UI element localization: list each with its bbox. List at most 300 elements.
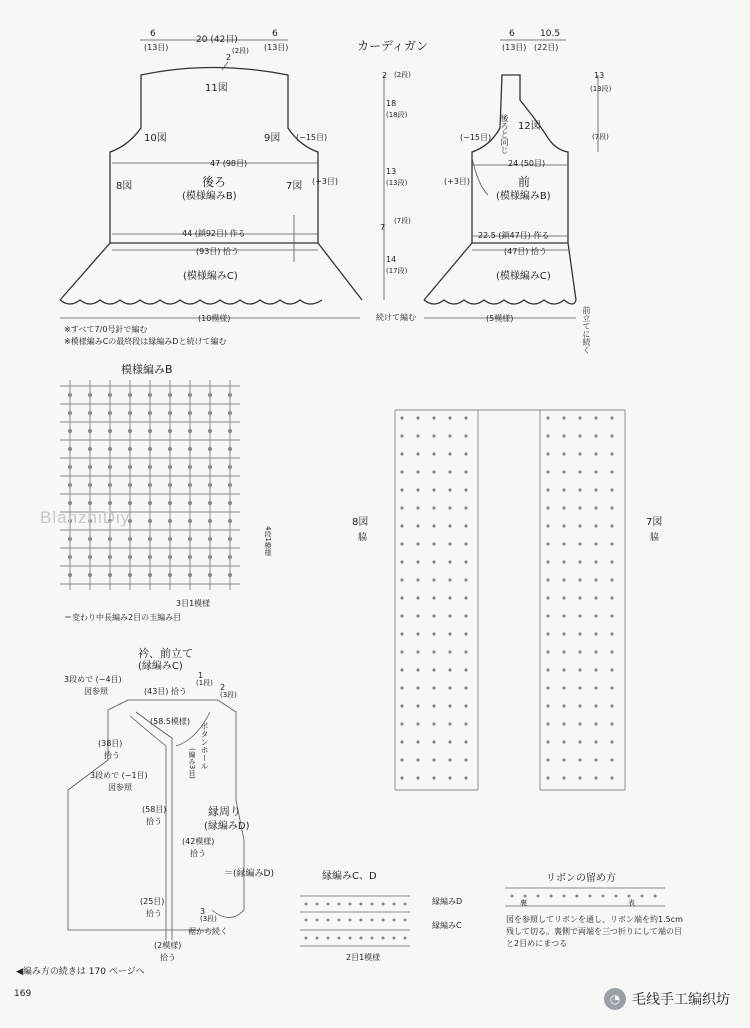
stitch-symbol bbox=[578, 488, 581, 491]
stitch-symbol bbox=[546, 632, 549, 635]
stitch-symbol bbox=[349, 937, 352, 940]
back-fig8: 8図 bbox=[116, 181, 133, 192]
stitch-symbol bbox=[400, 542, 403, 545]
stitch-symbol bbox=[546, 524, 549, 527]
stitch-symbol bbox=[416, 542, 419, 545]
stitch-symbol bbox=[524, 895, 527, 898]
stitch-symbol bbox=[562, 542, 565, 545]
stitch-symbol bbox=[546, 488, 549, 491]
side-left-label: 8図 bbox=[352, 517, 369, 528]
stitch-symbol bbox=[610, 632, 613, 635]
stitch-symbol bbox=[316, 903, 319, 906]
stitch-symbol bbox=[464, 578, 467, 581]
scale-14: 14 bbox=[386, 255, 397, 264]
stitch-symbol bbox=[128, 501, 132, 505]
scale-18-sub: (18段) bbox=[386, 111, 408, 119]
stitch-symbol bbox=[594, 416, 597, 419]
stitch-symbol bbox=[448, 722, 451, 725]
scale-7: 7 bbox=[380, 223, 386, 232]
stitch-symbol bbox=[432, 506, 435, 509]
stitch-symbol bbox=[228, 573, 232, 577]
front-top1-sub: (13目) bbox=[502, 43, 527, 52]
stitch-symbol bbox=[578, 560, 581, 563]
stitch-symbol bbox=[188, 537, 192, 541]
stitch-symbol bbox=[148, 393, 152, 397]
stitch-symbol bbox=[108, 393, 112, 397]
stitch-symbol bbox=[208, 393, 212, 397]
stitch-symbol bbox=[382, 903, 385, 906]
stitch-symbol bbox=[562, 650, 565, 653]
back-top-right-sub: (13目) bbox=[264, 43, 289, 52]
stitch-symbol bbox=[416, 686, 419, 689]
collar-rim2: (縁編みD) bbox=[204, 821, 250, 832]
stitch-symbol bbox=[400, 434, 403, 437]
stitch-symbol bbox=[305, 919, 308, 922]
back-top-right: 6 bbox=[272, 29, 278, 39]
stitch-symbol bbox=[546, 596, 549, 599]
stitch-symbol bbox=[432, 542, 435, 545]
stitch-symbol bbox=[432, 488, 435, 491]
front-top2-sub: (22目) bbox=[534, 43, 559, 52]
stitch-symbol bbox=[546, 650, 549, 653]
stitch-symbol bbox=[108, 429, 112, 433]
stitch-symbol bbox=[610, 776, 613, 779]
stitch-symbol bbox=[448, 686, 451, 689]
stitch-symbol bbox=[168, 501, 172, 505]
continue-knit: 続けて編む bbox=[376, 313, 416, 322]
stitch-symbol bbox=[464, 542, 467, 545]
collar-k1s: (1段) bbox=[196, 679, 213, 687]
stitch-symbol bbox=[546, 776, 549, 779]
stitch-symbol bbox=[208, 465, 212, 469]
stitch-symbol bbox=[594, 758, 597, 761]
collar-b: (43目) 拾う bbox=[144, 687, 187, 696]
stitch-symbol bbox=[464, 614, 467, 617]
stitch-symbol bbox=[448, 506, 451, 509]
stitch-symbol bbox=[416, 614, 419, 617]
pattern-b-title: 模様編みB bbox=[121, 363, 173, 376]
stitch-symbol bbox=[400, 578, 403, 581]
scale-13: 13 bbox=[386, 167, 397, 176]
stitch-symbol bbox=[594, 722, 597, 725]
collar-a: 3段めで (−4目) bbox=[64, 675, 122, 684]
stitch-symbol bbox=[148, 501, 152, 505]
edge-cd-repeat: 2目1模様 bbox=[346, 953, 381, 962]
stitch-symbol bbox=[562, 722, 565, 725]
stitch-symbol bbox=[188, 573, 192, 577]
front-pattern: (模様編みB) bbox=[496, 191, 551, 202]
stitch-symbol bbox=[108, 411, 112, 415]
ribbon-title: リボンの留め方 bbox=[546, 873, 616, 884]
collar-e2: 図参照 bbox=[108, 783, 132, 792]
stitch-symbol bbox=[416, 452, 419, 455]
stitch-symbol bbox=[562, 740, 565, 743]
stitch-symbol bbox=[578, 704, 581, 707]
collar-h2: 拾う bbox=[146, 909, 162, 918]
stitch-symbol bbox=[578, 722, 581, 725]
stitch-symbol bbox=[400, 650, 403, 653]
stitch-symbol bbox=[576, 895, 579, 898]
ribbon-text-1: 図を参照してリボンを通し、リボン端を約1.5cm bbox=[506, 915, 683, 924]
stitch-symbol bbox=[188, 519, 192, 523]
stitch-symbol bbox=[88, 555, 92, 559]
stitch-symbol bbox=[546, 452, 549, 455]
collar-f: (58目) bbox=[142, 805, 167, 814]
stitch-symbol bbox=[610, 452, 613, 455]
stitch-symbol bbox=[316, 919, 319, 922]
front-inc3: (+3目) bbox=[444, 177, 471, 186]
stitch-symbol bbox=[400, 560, 403, 563]
stitch-symbol bbox=[393, 903, 396, 906]
stitch-symbol bbox=[416, 416, 419, 419]
stitch-symbol bbox=[188, 465, 192, 469]
stitch-symbol bbox=[594, 452, 597, 455]
stitch-symbol bbox=[578, 668, 581, 671]
stitch-symbol bbox=[537, 895, 540, 898]
front-top1: 6 bbox=[509, 29, 515, 39]
side-left-sub: 脇 bbox=[358, 533, 368, 543]
stitch-symbol bbox=[546, 740, 549, 743]
stitch-symbol bbox=[448, 776, 451, 779]
back-fig11: 11図 bbox=[205, 83, 228, 94]
stitch-symbol bbox=[400, 758, 403, 761]
scale-2: 2 bbox=[382, 71, 388, 80]
stitch-symbol bbox=[562, 416, 565, 419]
stitch-symbol bbox=[594, 740, 597, 743]
stitch-symbol bbox=[168, 537, 172, 541]
stitch-symbol bbox=[128, 429, 132, 433]
stitch-symbol bbox=[546, 686, 549, 689]
stitch-symbol bbox=[416, 632, 419, 635]
front-pickup47: (47目) 拾う bbox=[504, 247, 547, 256]
stitch-symbol bbox=[594, 524, 597, 527]
stitch-symbol bbox=[546, 704, 549, 707]
watermark: BlanzhiDiy bbox=[40, 508, 131, 527]
stitch-symbol bbox=[594, 686, 597, 689]
stitch-symbol bbox=[610, 758, 613, 761]
stitch-symbol bbox=[349, 919, 352, 922]
stitch-symbol bbox=[393, 937, 396, 940]
stitch-symbol bbox=[578, 614, 581, 617]
stitch-symbol bbox=[371, 919, 374, 922]
stitch-symbol bbox=[327, 903, 330, 906]
stitch-symbol bbox=[546, 668, 549, 671]
collar-a2: 図参照 bbox=[84, 687, 108, 696]
stitch-symbol bbox=[188, 483, 192, 487]
page-number: 169 bbox=[14, 989, 32, 999]
stitch-symbol bbox=[610, 524, 613, 527]
stitch-symbol bbox=[360, 903, 363, 906]
stitch-symbol bbox=[448, 416, 451, 419]
back-border-count: (10模様) bbox=[198, 314, 231, 323]
collar-btn: ボタンホール bbox=[200, 722, 209, 770]
stitch-symbol bbox=[416, 470, 419, 473]
stitch-symbol bbox=[416, 704, 419, 707]
back-neck-rows: 2 bbox=[226, 53, 232, 62]
stitch-symbol bbox=[546, 542, 549, 545]
stitch-symbol bbox=[432, 416, 435, 419]
stitch-symbol bbox=[360, 919, 363, 922]
stitch-symbol bbox=[208, 519, 212, 523]
stitch-symbol bbox=[594, 632, 597, 635]
stitch-symbol bbox=[416, 524, 419, 527]
stitch-symbol bbox=[562, 524, 565, 527]
stitch-symbol bbox=[416, 740, 419, 743]
stitch-symbol bbox=[562, 614, 565, 617]
stitch-symbol bbox=[168, 465, 172, 469]
stitch-symbol bbox=[432, 560, 435, 563]
stitch-symbol bbox=[338, 919, 341, 922]
front-border-count: (5模様) bbox=[486, 314, 514, 323]
stitch-symbol bbox=[432, 776, 435, 779]
edge-cd-title: 縁編みC、D bbox=[322, 871, 377, 882]
stitch-symbol bbox=[228, 555, 232, 559]
brand-logo bbox=[604, 988, 730, 1010]
stitch-symbol bbox=[610, 560, 613, 563]
front-label: 前 bbox=[518, 175, 531, 189]
stitch-symbol bbox=[610, 668, 613, 671]
stitch-symbol bbox=[188, 429, 192, 433]
stitch-symbol bbox=[464, 668, 467, 671]
stitch-symbol bbox=[562, 632, 565, 635]
stitch-symbol bbox=[88, 447, 92, 451]
note-2: ※模様編みCの最終段は縁編みDと続けて編む bbox=[64, 337, 227, 346]
stitch-symbol bbox=[416, 758, 419, 761]
stitch-symbol bbox=[128, 573, 132, 577]
stitch-symbol bbox=[416, 596, 419, 599]
back-pattern: (模様編みB) bbox=[182, 191, 237, 202]
back-fig10: 10図 bbox=[144, 133, 167, 144]
collar-legend: ＝(縁編みD) bbox=[224, 869, 274, 879]
front-right7: (7段) bbox=[592, 133, 609, 141]
stitch-symbol bbox=[594, 470, 597, 473]
stitch-symbol bbox=[578, 740, 581, 743]
stitch-symbol bbox=[641, 895, 644, 898]
stitch-symbol bbox=[594, 596, 597, 599]
stitch-symbol bbox=[432, 578, 435, 581]
stitch-symbol bbox=[589, 895, 592, 898]
back-dec15: (−15目) bbox=[296, 133, 328, 142]
stitch-symbol bbox=[108, 501, 112, 505]
stitch-symbol bbox=[562, 596, 565, 599]
stitch-symbol bbox=[88, 411, 92, 415]
wechat-icon: ◔ bbox=[604, 988, 626, 1010]
stitch-symbol bbox=[594, 704, 597, 707]
stitch-symbol bbox=[416, 650, 419, 653]
stitch-symbol bbox=[448, 650, 451, 653]
stitch-symbol bbox=[594, 776, 597, 779]
stitch-symbol bbox=[546, 434, 549, 437]
stitch-symbol bbox=[148, 429, 152, 433]
stitch-symbol bbox=[228, 429, 232, 433]
back-top-left-sub: (13目) bbox=[144, 43, 169, 52]
stitch-symbol bbox=[448, 470, 451, 473]
stitch-symbol bbox=[610, 542, 613, 545]
stitch-symbol bbox=[610, 740, 613, 743]
stitch-symbol bbox=[562, 758, 565, 761]
stitch-symbol bbox=[168, 555, 172, 559]
collar-g: (42模様) bbox=[182, 837, 215, 846]
collar-title: 衿、前立て bbox=[138, 647, 193, 660]
back-pickup93: (93目) 拾う bbox=[196, 247, 239, 256]
collar-i: 裾から続く bbox=[188, 927, 228, 936]
back-fig7: 7図 bbox=[286, 181, 303, 192]
stitch-symbol bbox=[464, 758, 467, 761]
stitch-symbol bbox=[448, 632, 451, 635]
stitch-symbol bbox=[128, 411, 132, 415]
stitch-symbol bbox=[448, 596, 451, 599]
stitch-symbol bbox=[327, 937, 330, 940]
collar-rim: 縁周り bbox=[208, 805, 241, 818]
stitch-symbol bbox=[68, 573, 72, 577]
collar-d2: 拾う bbox=[104, 751, 120, 760]
stitch-symbol bbox=[448, 668, 451, 671]
stitch-symbol bbox=[432, 632, 435, 635]
stitch-symbol bbox=[416, 434, 419, 437]
stitch-symbol bbox=[562, 452, 565, 455]
collar-d: (38目) bbox=[98, 739, 123, 748]
stitch-symbol bbox=[562, 668, 565, 671]
stitch-symbol bbox=[305, 937, 308, 940]
scale-18: 18 bbox=[386, 99, 397, 108]
stitch-symbol bbox=[610, 434, 613, 437]
stitch-symbol bbox=[610, 578, 613, 581]
stitch-symbol bbox=[208, 537, 212, 541]
stitch-symbol bbox=[578, 416, 581, 419]
collar-j: (2模様) bbox=[154, 941, 182, 950]
ribbon-text-2: 残して切る。裏側で両端を三つ折りにして端の目 bbox=[506, 927, 682, 936]
stitch-symbol bbox=[448, 560, 451, 563]
stitch-symbol bbox=[228, 393, 232, 397]
stitch-symbol bbox=[578, 578, 581, 581]
stitch-symbol bbox=[208, 555, 212, 559]
stitch-symbol bbox=[610, 614, 613, 617]
collar-k1: 1 bbox=[198, 671, 204, 680]
back-fig9: 9図 bbox=[264, 133, 281, 144]
stitch-symbol bbox=[108, 483, 112, 487]
stitch-symbol bbox=[464, 704, 467, 707]
stitch-symbol bbox=[316, 937, 319, 940]
stitch-symbol bbox=[628, 895, 631, 898]
stitch-symbol bbox=[448, 758, 451, 761]
stitch-symbol bbox=[562, 578, 565, 581]
stitch-symbol bbox=[88, 483, 92, 487]
stitch-symbol bbox=[464, 596, 467, 599]
scale-14-sub: (17段) bbox=[386, 267, 408, 275]
stitch-symbol bbox=[400, 722, 403, 725]
stitch-symbol bbox=[562, 704, 565, 707]
stitch-symbol bbox=[208, 501, 212, 505]
stitch-symbol bbox=[562, 506, 565, 509]
stitch-symbol bbox=[208, 411, 212, 415]
stitch-symbol bbox=[188, 393, 192, 397]
stitch-symbol bbox=[68, 411, 72, 415]
stitch-symbol bbox=[108, 573, 112, 577]
stitch-symbol bbox=[88, 501, 92, 505]
collar-sub: (縁編みC) bbox=[138, 661, 183, 672]
stitch-symbol bbox=[610, 704, 613, 707]
page-title: カーディガン bbox=[357, 39, 429, 53]
stitch-symbol bbox=[654, 895, 657, 898]
stitch-symbol bbox=[464, 488, 467, 491]
scale-2-sub: (2段) bbox=[394, 71, 411, 79]
stitch-symbol bbox=[108, 465, 112, 469]
stitch-symbol bbox=[168, 447, 172, 451]
stitch-symbol bbox=[188, 501, 192, 505]
stitch-symbol bbox=[448, 524, 451, 527]
stitch-symbol bbox=[416, 668, 419, 671]
stitch-symbol bbox=[550, 895, 553, 898]
stitch-symbol bbox=[228, 465, 232, 469]
front-right13-sub: (13段) bbox=[590, 85, 612, 93]
collar-f2: 拾う bbox=[146, 817, 162, 826]
collar-h: (25目) bbox=[140, 897, 165, 906]
stitch-symbol bbox=[578, 632, 581, 635]
stitch-symbol bbox=[448, 434, 451, 437]
stitch-symbol bbox=[400, 596, 403, 599]
stitch-symbol bbox=[188, 411, 192, 415]
stitch-symbol bbox=[68, 429, 72, 433]
stitch-symbol bbox=[404, 919, 407, 922]
stitch-symbol bbox=[404, 903, 407, 906]
stitch-symbol bbox=[464, 776, 467, 779]
stitch-symbol bbox=[108, 447, 112, 451]
back-width44: 44 (鎖92目) 作る bbox=[182, 229, 246, 238]
stitch-symbol bbox=[416, 506, 419, 509]
stitch-symbol bbox=[400, 488, 403, 491]
stitch-symbol bbox=[546, 470, 549, 473]
stitch-symbol bbox=[448, 488, 451, 491]
scale-13-sub: (13段) bbox=[386, 179, 408, 187]
stitch-symbol bbox=[432, 470, 435, 473]
pattern-b-repeat: 3目1模様 bbox=[176, 599, 211, 608]
stitch-symbol bbox=[188, 555, 192, 559]
stitch-symbol bbox=[168, 411, 172, 415]
stitch-symbol bbox=[610, 596, 613, 599]
stitch-symbol bbox=[68, 465, 72, 469]
stitch-symbol bbox=[228, 537, 232, 541]
stitch-symbol bbox=[464, 650, 467, 653]
front-dec15: (−15目) bbox=[460, 133, 492, 142]
stitch-symbol bbox=[68, 555, 72, 559]
stitch-symbol bbox=[464, 740, 467, 743]
collar-k3: 3 bbox=[200, 907, 206, 916]
stitch-symbol bbox=[88, 393, 92, 397]
edge-d-label: 縁編みD bbox=[432, 897, 463, 906]
stitch-symbol bbox=[128, 465, 132, 469]
stitch-symbol bbox=[432, 758, 435, 761]
stitch-symbol bbox=[464, 722, 467, 725]
stitch-symbol bbox=[578, 686, 581, 689]
front-width225: 22.5 (鎖47目) 作る bbox=[478, 231, 550, 240]
stitch-symbol bbox=[128, 393, 132, 397]
stitch-symbol bbox=[400, 506, 403, 509]
stitch-symbol bbox=[371, 937, 374, 940]
stitch-symbol bbox=[563, 895, 566, 898]
stitch-symbol bbox=[610, 686, 613, 689]
stitch-symbol bbox=[578, 524, 581, 527]
stitch-symbol bbox=[594, 434, 597, 437]
collar-g2: 拾う bbox=[190, 849, 206, 858]
stitch-symbol bbox=[562, 560, 565, 563]
stitch-symbol bbox=[578, 506, 581, 509]
stitch-symbol bbox=[546, 758, 549, 761]
stitch-symbol bbox=[393, 919, 396, 922]
stitch-symbol bbox=[400, 452, 403, 455]
stitch-symbol bbox=[448, 542, 451, 545]
stitch-symbol bbox=[432, 596, 435, 599]
stitch-symbol bbox=[400, 686, 403, 689]
